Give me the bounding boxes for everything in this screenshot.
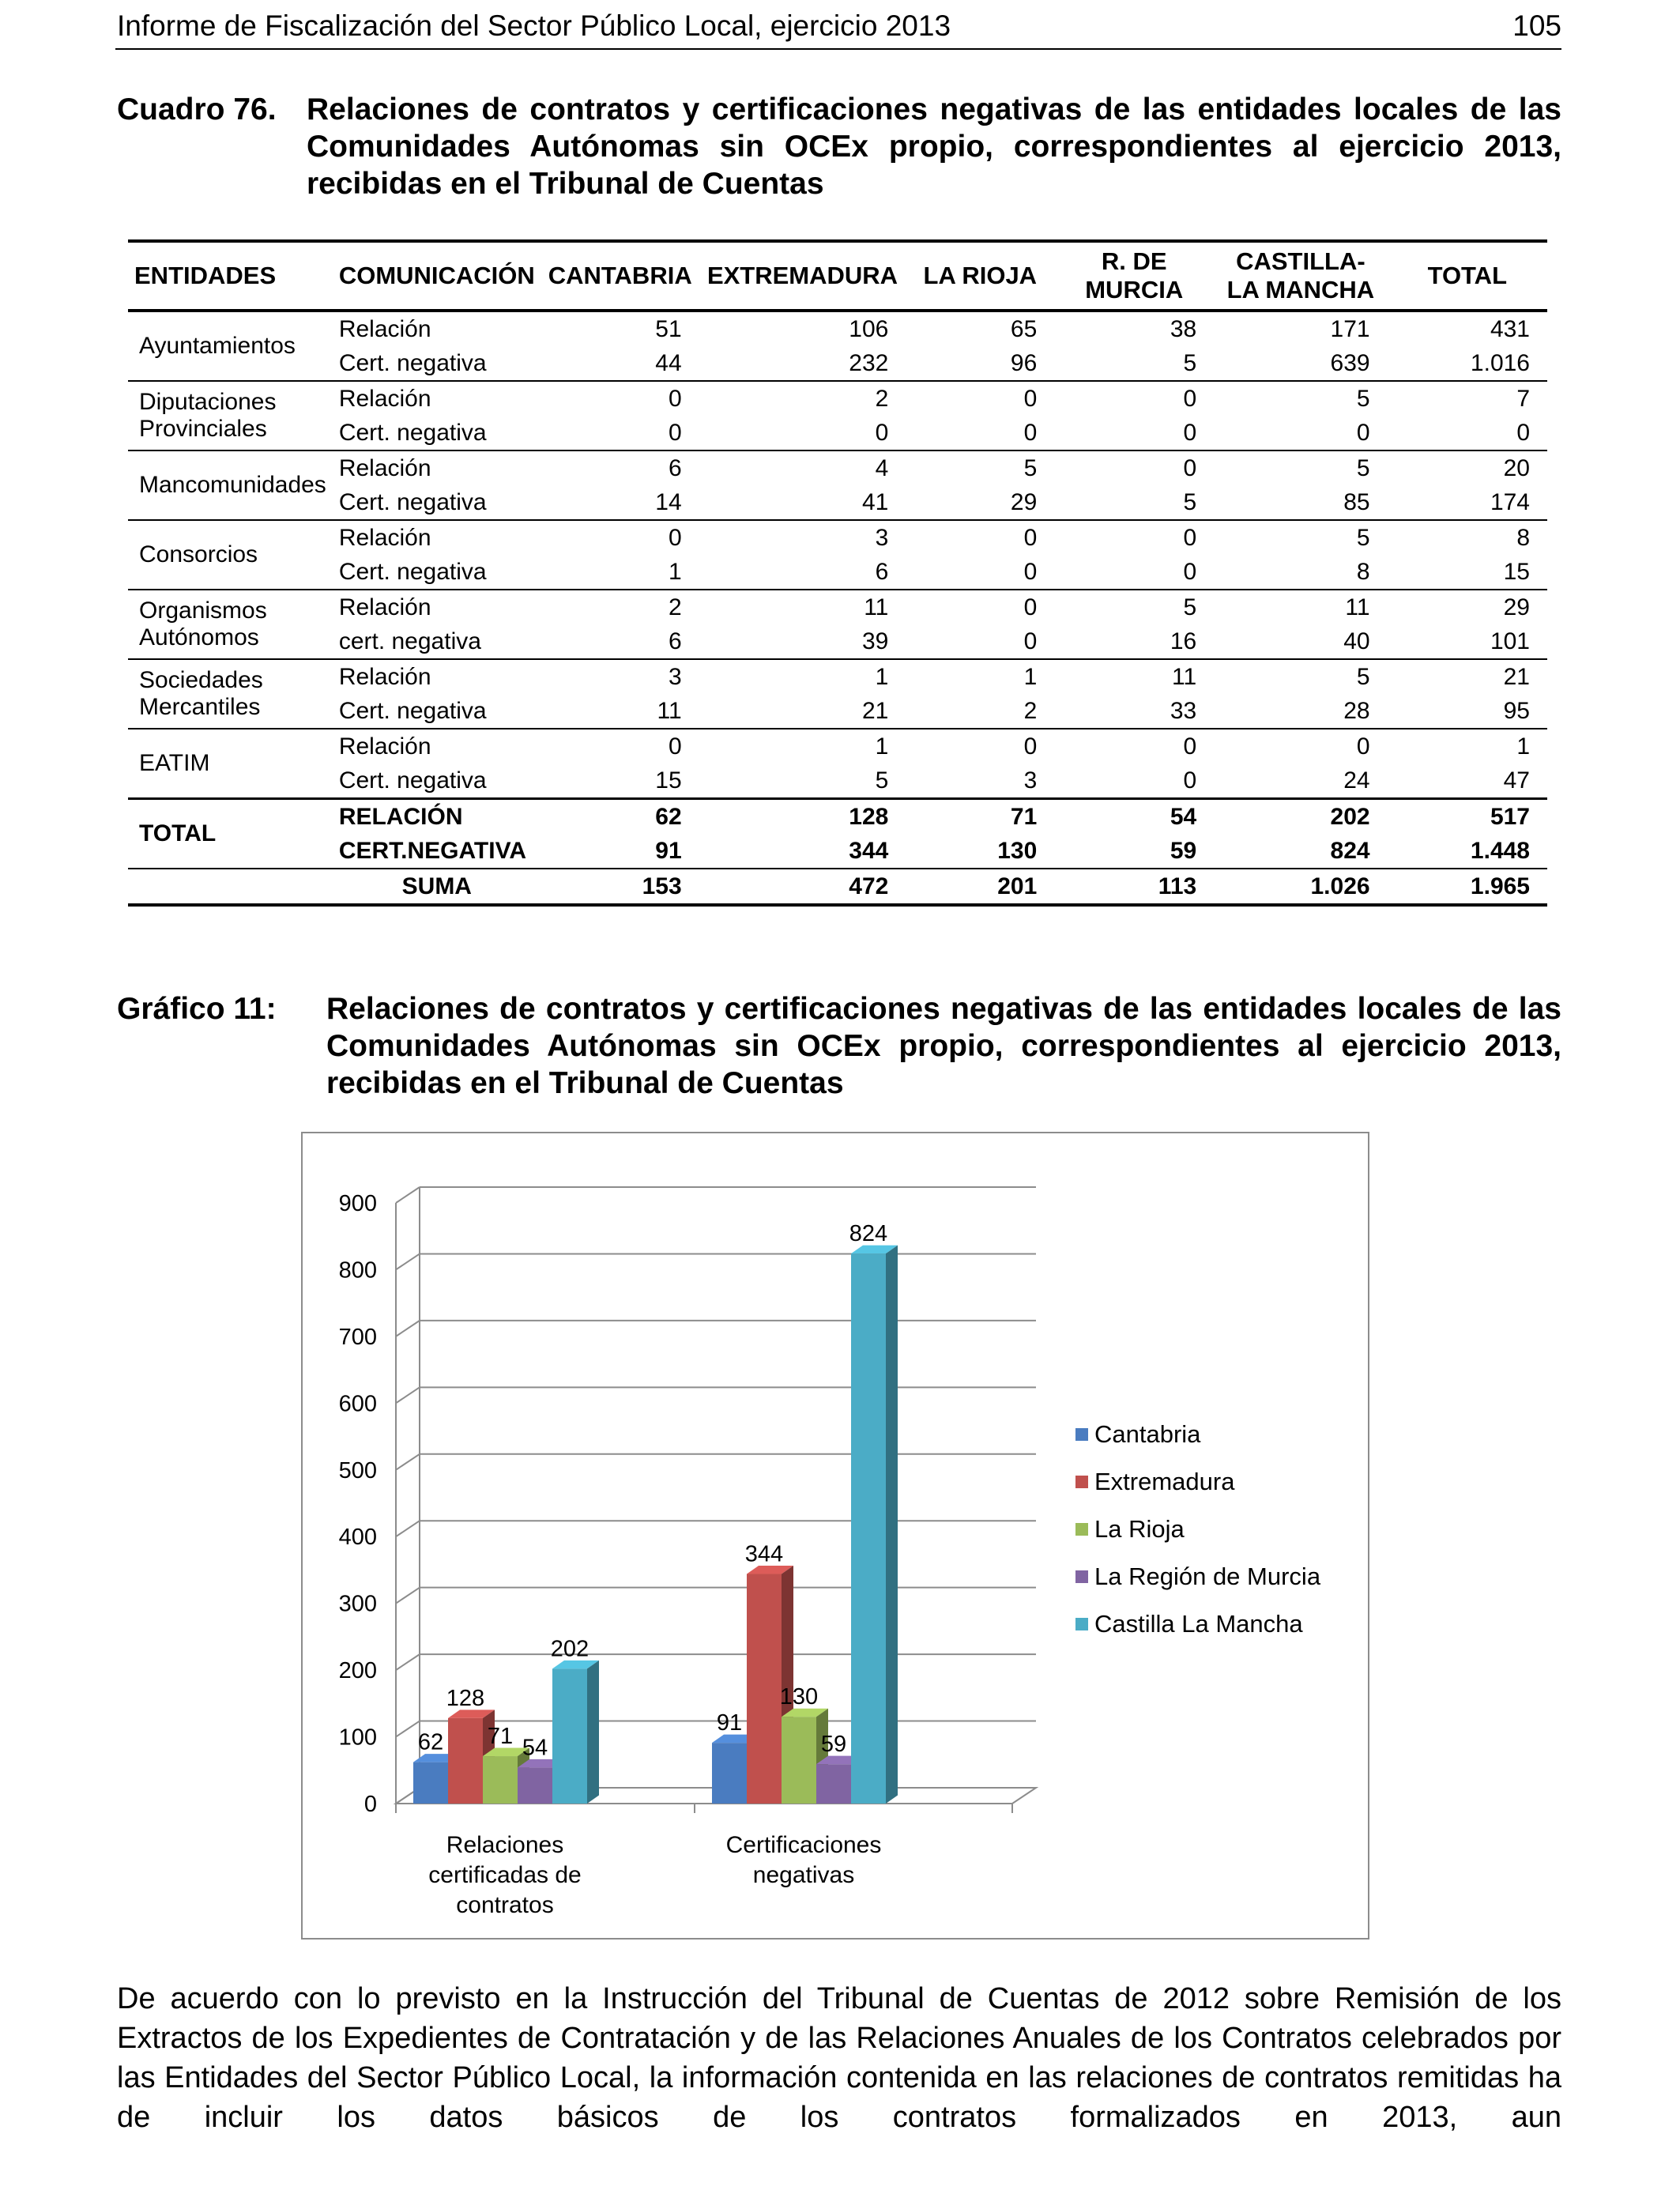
entity-cell: Sociedades Mercantiles bbox=[128, 659, 333, 729]
value-cell: 0 bbox=[1023, 733, 1038, 760]
y-tick-label: 600 bbox=[338, 1391, 377, 1417]
column-header: EXTREMADURA bbox=[699, 241, 906, 311]
table-row bbox=[128, 381, 1547, 416]
value-cell: 71 bbox=[906, 799, 1054, 835]
value-cell: 91 bbox=[655, 837, 682, 864]
value-cell: 202 bbox=[1214, 799, 1387, 835]
data-label: 91 bbox=[716, 1710, 743, 1736]
value-cell: 0 bbox=[1054, 763, 1214, 799]
legend-entry: Castilla La Mancha bbox=[1094, 1610, 1303, 1638]
value-cell: 29 bbox=[1503, 594, 1530, 620]
communication-cell: Relación bbox=[338, 385, 431, 412]
value-cell: 1 bbox=[1023, 663, 1038, 690]
column-header: R. DE MURCIA bbox=[1054, 241, 1214, 311]
bar bbox=[483, 1756, 518, 1804]
legend-swatch bbox=[1075, 1570, 1088, 1583]
bar bbox=[851, 1253, 886, 1804]
value-cell: 15 bbox=[1388, 555, 1547, 590]
value-cell: 39 bbox=[699, 624, 906, 659]
value-cell: 153 bbox=[541, 869, 699, 905]
value-cell: 0 bbox=[668, 385, 682, 412]
empty-cell bbox=[128, 869, 333, 905]
legend-entry: Extremadura bbox=[1094, 1468, 1235, 1495]
legend-entry: Cantabria bbox=[1094, 1420, 1201, 1448]
value-cell: 65 bbox=[1010, 315, 1038, 342]
bar bbox=[747, 1574, 782, 1804]
value-cell: 21 bbox=[699, 694, 906, 729]
value-cell: 3 bbox=[906, 763, 1054, 799]
value-cell: 95 bbox=[1388, 694, 1547, 729]
table-row bbox=[128, 694, 1547, 729]
column-header: CANTABRIA bbox=[541, 241, 699, 311]
value-cell: 6 bbox=[699, 555, 906, 590]
category-label: contratos bbox=[456, 1892, 554, 1918]
value-cell: 11 bbox=[541, 694, 699, 729]
value-cell: 5 bbox=[1356, 454, 1370, 481]
value-cell: 0 bbox=[699, 416, 906, 450]
total-row bbox=[128, 834, 1547, 869]
communication-cell: Cert. negativa bbox=[333, 555, 541, 590]
table-row bbox=[128, 311, 1547, 346]
category-label: certificadas de bbox=[428, 1862, 582, 1888]
value-cell: 14 bbox=[541, 485, 699, 520]
gridline-side bbox=[396, 1588, 420, 1604]
value-cell: 1.965 bbox=[1388, 869, 1547, 905]
value-cell: 344 bbox=[849, 837, 889, 864]
value-cell: 0 bbox=[906, 555, 1054, 590]
communication-cell: Relación bbox=[338, 454, 431, 481]
y-tick-label: 700 bbox=[338, 1324, 377, 1350]
value-cell: 11 bbox=[1172, 663, 1197, 690]
value-cell: 0 bbox=[1183, 733, 1197, 760]
value-cell: 113 bbox=[1054, 869, 1214, 905]
communication-cell: Cert. negativa bbox=[333, 485, 541, 520]
value-cell: 59 bbox=[1170, 837, 1197, 864]
value-cell: 5 bbox=[1356, 524, 1370, 551]
table-row bbox=[128, 590, 1547, 624]
value-cell: 1 bbox=[875, 663, 889, 690]
value-cell: 47 bbox=[1388, 763, 1547, 799]
contracts-table bbox=[128, 239, 1547, 907]
value-cell: 96 bbox=[906, 346, 1054, 381]
value-cell: 0 bbox=[1388, 416, 1547, 450]
value-cell: 0 bbox=[906, 624, 1054, 659]
value-cell: 0 bbox=[1023, 385, 1038, 412]
y-tick-label: 800 bbox=[338, 1257, 377, 1284]
value-cell: 1 bbox=[1516, 733, 1530, 760]
y-tick-label: 100 bbox=[338, 1725, 377, 1751]
data-label: 62 bbox=[417, 1729, 444, 1755]
value-cell: 517 bbox=[1388, 799, 1547, 835]
value-cell: 824 bbox=[1330, 837, 1370, 864]
value-cell: 201 bbox=[906, 869, 1054, 905]
value-cell: 3 bbox=[875, 524, 889, 551]
value-cell: 130 bbox=[997, 837, 1038, 864]
column-header: ENTIDADES bbox=[128, 241, 333, 311]
value-cell: 0 bbox=[1183, 524, 1197, 551]
value-cell: 6 bbox=[541, 624, 699, 659]
value-cell: 0 bbox=[1054, 416, 1214, 450]
table-row bbox=[128, 450, 1547, 485]
data-label: 130 bbox=[779, 1684, 819, 1710]
communication-cell: Cert. negativa bbox=[333, 346, 541, 381]
value-cell: 0 bbox=[668, 733, 682, 760]
value-cell: 0 bbox=[1054, 555, 1214, 590]
gridline-side bbox=[396, 1253, 420, 1269]
y-tick-label: 0 bbox=[363, 1792, 377, 1817]
y-tick-label: 500 bbox=[338, 1457, 377, 1483]
value-cell: 1 bbox=[541, 555, 699, 590]
value-cell: 1.016 bbox=[1388, 346, 1547, 381]
bar-side bbox=[886, 1246, 898, 1804]
communication-cell: Cert. negativa bbox=[333, 694, 541, 729]
y-tick-label: 400 bbox=[338, 1525, 377, 1551]
value-cell: 0 bbox=[1183, 385, 1197, 412]
entity-cell: EATIM bbox=[128, 729, 333, 799]
table-row bbox=[128, 624, 1547, 659]
value-cell: 85 bbox=[1214, 485, 1387, 520]
bar bbox=[518, 1767, 552, 1804]
legend-swatch bbox=[1075, 1618, 1088, 1630]
value-cell: 472 bbox=[699, 869, 906, 905]
gridline-side bbox=[396, 1721, 420, 1737]
value-cell: 639 bbox=[1214, 346, 1387, 381]
value-cell: 29 bbox=[906, 485, 1054, 520]
value-cell: 20 bbox=[1503, 454, 1530, 481]
column-header: TOTAL bbox=[1388, 241, 1547, 311]
value-cell: 431 bbox=[1490, 315, 1530, 342]
value-cell: 33 bbox=[1054, 694, 1214, 729]
value-cell: 5 bbox=[1054, 346, 1214, 381]
value-cell: 16 bbox=[1054, 624, 1214, 659]
table-caption-label: Cuadro 76. bbox=[117, 92, 277, 126]
data-label: 71 bbox=[487, 1724, 514, 1750]
data-label: 202 bbox=[550, 1636, 590, 1662]
column-header: COMUNICACIÓN bbox=[333, 241, 541, 311]
value-cell: 5 bbox=[1356, 663, 1370, 690]
value-cell: 0 bbox=[541, 416, 699, 450]
communication-cell: Relación bbox=[338, 524, 431, 551]
gridline-side bbox=[396, 1187, 420, 1203]
gridline-side bbox=[396, 1321, 420, 1336]
communication-cell: Relación bbox=[338, 663, 431, 690]
value-cell: 5 bbox=[1023, 454, 1038, 481]
value-cell: 232 bbox=[699, 346, 906, 381]
column-header: LA RIOJA bbox=[906, 241, 1054, 311]
value-cell: 0 bbox=[1356, 733, 1370, 760]
table-row bbox=[128, 520, 1547, 555]
table-row bbox=[128, 729, 1547, 763]
value-cell: 1.026 bbox=[1214, 869, 1387, 905]
value-cell: 62 bbox=[541, 799, 699, 835]
communication-cell: Relación bbox=[338, 594, 431, 620]
value-cell: 2 bbox=[875, 385, 889, 412]
gridline-side bbox=[396, 1521, 420, 1536]
value-cell: 40 bbox=[1214, 624, 1387, 659]
data-label: 59 bbox=[820, 1732, 847, 1758]
bar bbox=[448, 1718, 483, 1804]
y-tick-label: 900 bbox=[338, 1191, 377, 1216]
value-cell: 0 bbox=[1183, 454, 1197, 481]
value-cell: 0 bbox=[906, 416, 1054, 450]
gridline-side bbox=[396, 1387, 420, 1403]
entity-cell: Mancomunidades bbox=[128, 450, 333, 520]
bar bbox=[816, 1764, 851, 1804]
value-cell: 5 bbox=[699, 763, 906, 799]
table-row bbox=[128, 555, 1547, 590]
column-header: CASTILLA- LA MANCHA bbox=[1214, 241, 1387, 311]
bar bbox=[413, 1762, 448, 1804]
data-label: 54 bbox=[522, 1735, 548, 1761]
value-cell: 24 bbox=[1214, 763, 1387, 799]
total-row bbox=[128, 799, 1547, 835]
communication-cell: Cert. negativa bbox=[333, 416, 541, 450]
table-row bbox=[128, 416, 1547, 450]
value-cell: 0 bbox=[1023, 594, 1038, 620]
legend-swatch bbox=[1075, 1476, 1088, 1488]
legend-swatch bbox=[1075, 1523, 1088, 1536]
value-cell: 28 bbox=[1214, 694, 1387, 729]
value-cell: 8 bbox=[1214, 555, 1387, 590]
entity-cell: Consorcios bbox=[128, 520, 333, 590]
value-cell: 41 bbox=[699, 485, 906, 520]
data-label: 128 bbox=[446, 1685, 485, 1711]
communication-cell: CERT.NEGATIVA bbox=[338, 837, 527, 864]
value-cell: 6 bbox=[668, 454, 682, 481]
value-cell: 15 bbox=[541, 763, 699, 799]
suma-label-cell: SUMA bbox=[333, 869, 541, 905]
value-cell: 106 bbox=[849, 315, 889, 342]
value-cell: 51 bbox=[655, 315, 682, 342]
table-row bbox=[128, 485, 1547, 520]
table-header-row bbox=[128, 241, 1547, 311]
value-cell: 128 bbox=[699, 799, 906, 835]
body-paragraph: De acuerdo con lo previsto en la Instrucción del Tribunal de Cuentas de 2012 sobre Remisión de los Extractos de los Expedientes de Contratación y de las Relaciones Anuales de los Contratos celebrados por las Entidades del Sector Público Local, la información contenida en las relaciones de contratos remitidas ha de incluir los datos básicos de los contratos formalizados en 2013, aun bbox=[117, 1982, 1561, 2134]
value-cell: 44 bbox=[541, 346, 699, 381]
bar bbox=[712, 1743, 747, 1804]
chart-caption-label: Gráfico 11: bbox=[117, 992, 277, 1026]
y-tick-label: 200 bbox=[338, 1658, 377, 1684]
header-rule bbox=[115, 48, 1561, 50]
communication-cell: Relación bbox=[338, 733, 431, 760]
value-cell: 5 bbox=[1183, 594, 1197, 620]
value-cell: 174 bbox=[1388, 485, 1547, 520]
value-cell: 3 bbox=[668, 663, 682, 690]
page-number: 105 bbox=[1512, 9, 1561, 42]
gridline-side bbox=[396, 1454, 420, 1470]
value-cell: 7 bbox=[1516, 385, 1530, 412]
value-cell: 21 bbox=[1503, 663, 1530, 690]
communication-cell: RELACIÓN bbox=[333, 799, 541, 835]
data-label: 824 bbox=[849, 1221, 888, 1247]
bar-side bbox=[587, 1661, 599, 1804]
value-cell: 5 bbox=[1054, 485, 1214, 520]
entity-cell: Diputaciones Provinciales bbox=[128, 381, 333, 450]
value-cell: 54 bbox=[1054, 799, 1214, 835]
communication-cell: Cert. negativa bbox=[333, 763, 541, 799]
value-cell: 101 bbox=[1388, 624, 1547, 659]
value-cell: 4 bbox=[875, 454, 889, 481]
legend-entry: La Región de Murcia bbox=[1094, 1563, 1321, 1590]
bar-chart bbox=[301, 1132, 1369, 1940]
value-cell: 1 bbox=[875, 733, 889, 760]
table-row bbox=[128, 346, 1547, 381]
table-row bbox=[128, 659, 1547, 694]
value-cell: 38 bbox=[1170, 315, 1197, 342]
data-label: 344 bbox=[744, 1541, 784, 1567]
value-cell: 2 bbox=[906, 694, 1054, 729]
category-label: Relaciones bbox=[446, 1832, 564, 1858]
entity-cell: Ayuntamientos bbox=[128, 311, 333, 381]
value-cell: 1.448 bbox=[1470, 837, 1530, 864]
communication-cell: cert. negativa bbox=[333, 624, 541, 659]
value-cell: 8 bbox=[1516, 524, 1530, 551]
chart-caption-text: Relaciones de contratos y certificaciones negativas de las entidades locales de las Comunidades Autónomas sin OCEx propio, correspondientes al ejercicio 2013, recibidas en el Tribunal de Cuentas bbox=[326, 992, 1561, 1100]
value-cell: 5 bbox=[1356, 385, 1370, 412]
category-label: negativas bbox=[752, 1862, 855, 1888]
value-cell: 0 bbox=[668, 524, 682, 551]
legend-swatch bbox=[1075, 1428, 1088, 1441]
value-cell: 0 bbox=[1023, 524, 1038, 551]
legend-entry: La Rioja bbox=[1094, 1515, 1185, 1543]
suma-row bbox=[128, 869, 1547, 905]
gridline-side bbox=[396, 1654, 420, 1670]
communication-cell: Relación bbox=[338, 315, 431, 342]
value-cell: 171 bbox=[1330, 315, 1370, 342]
value-cell: 11 bbox=[1345, 594, 1370, 620]
entity-cell: Organismos Autónomos bbox=[128, 590, 333, 659]
value-cell: 2 bbox=[668, 594, 682, 620]
bar bbox=[782, 1717, 816, 1804]
running-header-title: Informe de Fiscalización del Sector Público Local, ejercicio 2013 bbox=[117, 9, 951, 42]
table-row bbox=[128, 763, 1547, 799]
category-label: Certificaciones bbox=[725, 1832, 882, 1858]
y-tick-label: 300 bbox=[338, 1591, 377, 1617]
bar bbox=[552, 1668, 587, 1804]
total-label-cell: TOTAL bbox=[128, 799, 333, 869]
value-cell: 0 bbox=[1214, 416, 1387, 450]
table-caption-text: Relaciones de contratos y certificaciones negativas de las entidades locales de las Comunidades Autónomas sin OCEx propio, correspondientes al ejercicio 2013, recibidas en el Tribunal de Cuentas bbox=[307, 92, 1561, 201]
value-cell: 11 bbox=[864, 594, 889, 620]
